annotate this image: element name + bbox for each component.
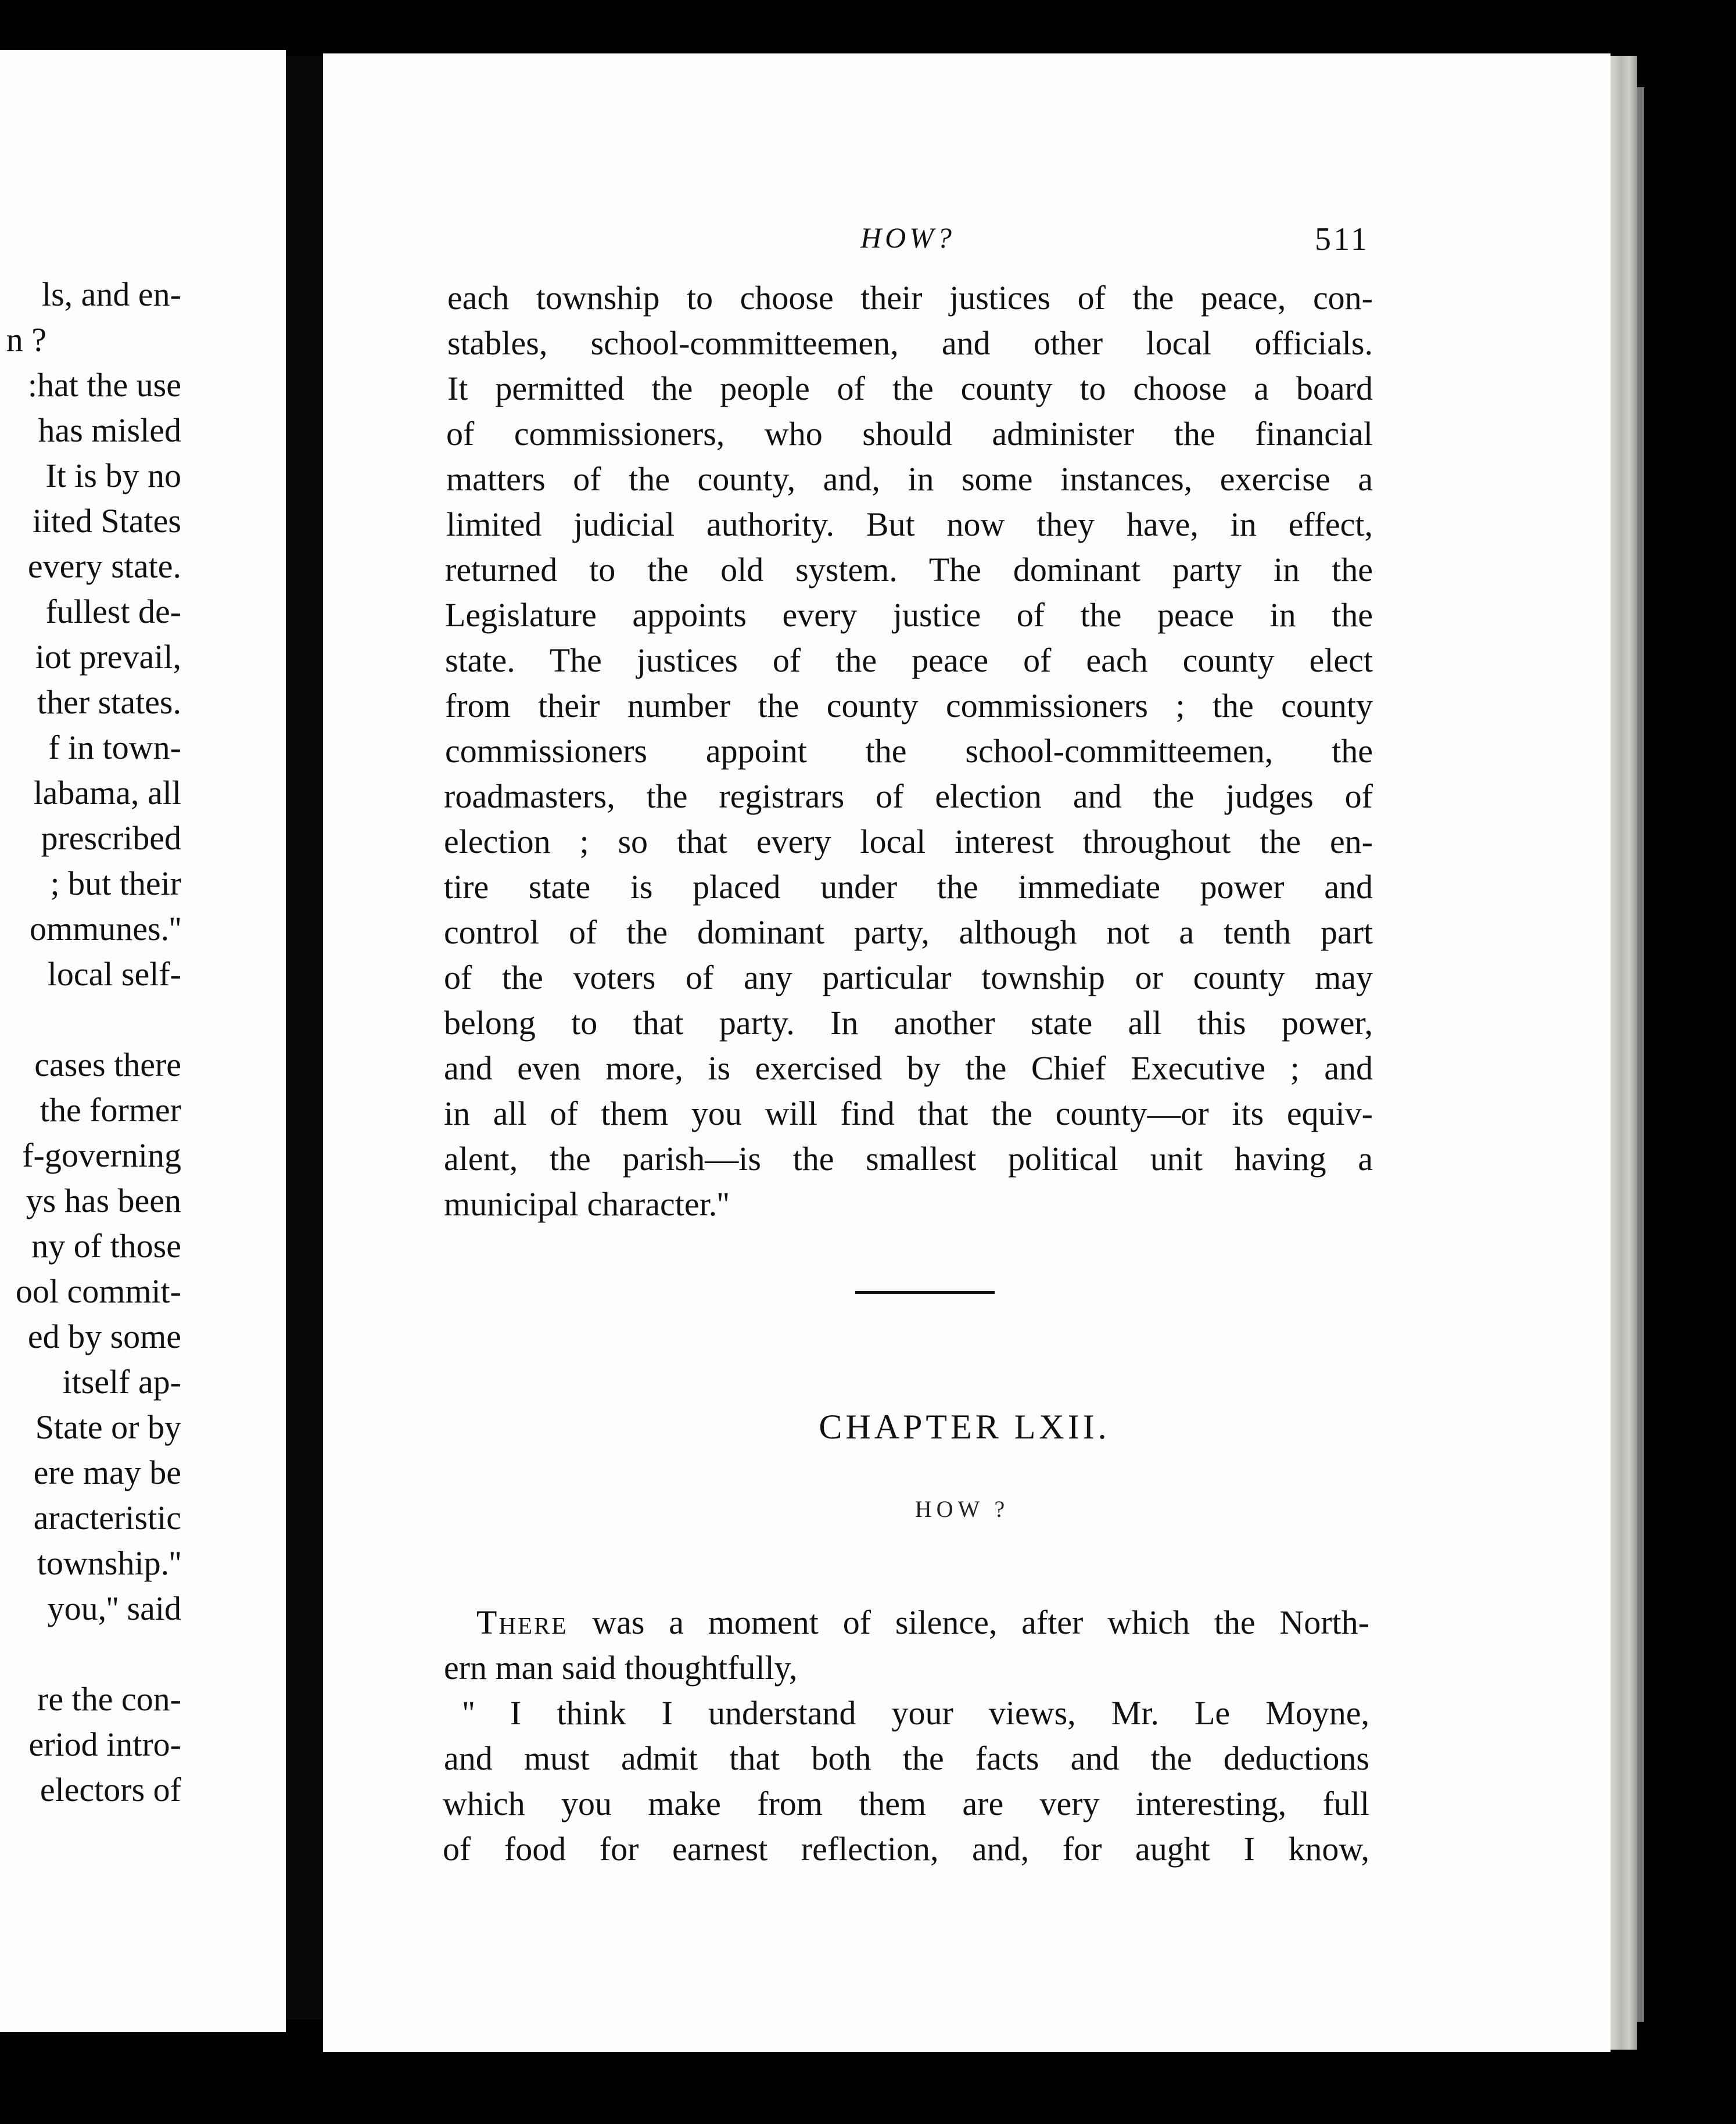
left-page-line: eriod intro- (28, 1725, 181, 1763)
body-line: from their number the county commissioners ; the county (445, 687, 1373, 724)
chapter-line: and must admit that both the facts and the deductions (444, 1739, 1369, 1777)
left-page-line: f in town- (48, 729, 181, 766)
chapter-title: CHAPTER LXII. (819, 1408, 1110, 1446)
body-line: of the voters of any particular township or county may (444, 959, 1373, 996)
body-line: roadmasters, the registrars of election and the judges of (444, 777, 1373, 815)
left-page-line: aracteristic (33, 1499, 181, 1537)
body-line: municipal character.'' (444, 1185, 730, 1223)
left-page-line: re the con- (37, 1680, 181, 1718)
body-line: control of the dominant party, although not a tenth part (444, 913, 1373, 951)
left-page-line: ther states. (37, 683, 181, 721)
left-page-line: f-governing (22, 1136, 181, 1174)
left-page-line: ny of those (31, 1227, 181, 1265)
body-line: in all of them you will find that the county—or its equiv- (444, 1095, 1373, 1132)
body-line: election ; so that every local interest throughout the en- (444, 823, 1373, 860)
chapter-line: '' I think I understand your views, Mr. Le Moyne, (462, 1694, 1369, 1732)
page-stack-edge (1611, 56, 1637, 2050)
left-page-line: local self- (47, 955, 181, 993)
left-page-line: iited States (32, 502, 181, 540)
body-line: stables, school-committeemen, and other local officials. (447, 324, 1373, 362)
page-number: 511 (1315, 221, 1369, 257)
left-page-line: ls, and en- (42, 275, 181, 313)
chapter-line: which you make from them are very interesting, full (443, 1785, 1369, 1822)
left-page-line: every state. (27, 547, 181, 585)
left-page-line: It is by no (45, 457, 181, 494)
chapter-subtitle: HOW ? (914, 1496, 1010, 1522)
left-page-line: :hat the use (27, 366, 181, 404)
left-page-line: labama, all (33, 774, 181, 812)
left-page-line: ys has been (26, 1182, 181, 1219)
left-page-line: fullest de- (45, 593, 181, 630)
left-facing-page (0, 50, 286, 2032)
left-page-line: ; but their (50, 864, 181, 902)
left-page-line: ool commit- (15, 1272, 181, 1310)
body-line: It permitted the people of the county to choose a board (447, 369, 1373, 407)
body-line: matters of the county, and, in some instances, exercise a (446, 460, 1373, 498)
body-line: commissioners appoint the school-committeemen, the (445, 732, 1373, 770)
body-line: alent, the parish—is the smallest political unit having a (444, 1140, 1373, 1178)
body-line: and even more, is exercised by the Chief Executive ; and (444, 1049, 1373, 1087)
left-page-line: cases there (34, 1046, 181, 1083)
body-line: limited judicial authority. But now they have, in effect, (446, 505, 1373, 543)
body-line: belong to that party. In another state all this power, (444, 1004, 1373, 1042)
book-gutter (286, 56, 324, 2019)
page-stack-shadow (1637, 87, 1644, 2022)
running-head: HOW? (860, 221, 955, 254)
right-page (323, 53, 1611, 2052)
left-page-line: you,'' said (47, 1590, 181, 1627)
left-page-line: ommunes.'' (30, 910, 181, 948)
section-divider-rule (855, 1291, 995, 1294)
left-page-line: has misled (38, 411, 181, 449)
left-page-line: township.'' (37, 1544, 181, 1582)
left-page-line: prescribed (41, 819, 181, 857)
opening-word: There (476, 1603, 568, 1641)
left-page-line: itself ap- (62, 1363, 181, 1401)
left-page-line: ere may be (33, 1454, 181, 1491)
body-line: returned to the old system. The dominant party in the (445, 551, 1373, 589)
left-page-line: the former (40, 1091, 181, 1129)
body-line: each township to choose their justices of the peace, con- (447, 279, 1373, 317)
body-line: of commissioners, who should administer the financial (446, 415, 1373, 453)
chapter-line: of food for earnest reflection, and, for aught I know, (443, 1830, 1369, 1868)
left-page-line: ed by some (27, 1318, 181, 1355)
body-line: Legislature appoints every justice of the peace in the (445, 596, 1373, 634)
left-page-line: n ? (6, 321, 46, 358)
body-line: state. The justices of the peace of each county elect (445, 641, 1373, 679)
chapter-line: ern man said thoughtfully, (444, 1649, 798, 1687)
body-line: tire state is placed under the immediate power and (444, 868, 1373, 906)
chapter-line-rest: was a moment of silence, after which the North- (568, 1603, 1369, 1641)
left-page-line: iot prevail, (35, 638, 181, 676)
chapter-first-line (476, 1603, 1369, 1641)
left-page-line: electors of (40, 1771, 181, 1809)
left-page-line: State or by (35, 1408, 181, 1446)
